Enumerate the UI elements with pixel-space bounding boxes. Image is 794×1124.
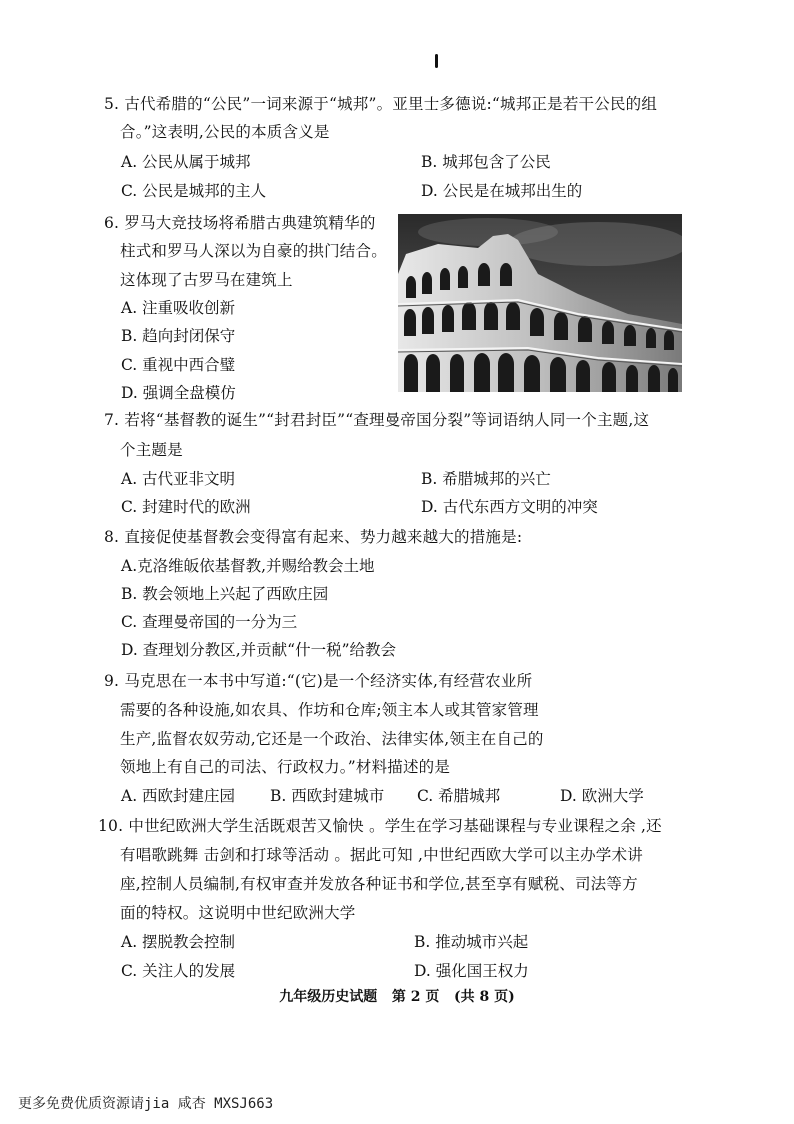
- q10-option-b: B. 推动城市兴起: [414, 933, 529, 951]
- q10-stem-line3: 座,控制人员编制,有权审查并发放各种证书和学位,甚至享有赋税、司法等方: [120, 875, 638, 893]
- q10-stem-line2: 有唱歌跳舞 击剑和打球等活动 。据此可知 ,中世纪西欧大学可以主办学术讲: [120, 846, 643, 864]
- q7-option-b: B. 希腊城邦的兴亡: [421, 470, 551, 488]
- q6-stem-line1: 6. 罗马大竞技场将希腊古典建筑精华的: [104, 214, 376, 232]
- q7-stem-line1: 7. 若将“基督教的诞生”“封君封臣”“查理曼帝国分裂”等词语纳人同一个主题,这: [104, 411, 650, 429]
- footer-total-pages: (共 8 页): [454, 989, 515, 1005]
- q5-stem-line1: 5. 古代希腊的“公民”一词来源于“城邦”。亚里士多德说:“城邦正是若干公民的组: [104, 95, 658, 113]
- q9-stem-line2: 需要的各种设施,如农具、作坊和仓库;领主本人或其管家管理: [120, 701, 539, 719]
- q6-option-b: B. 趋向封闭保守: [121, 327, 236, 345]
- q7-option-c: C. 封建时代的欧洲: [121, 498, 251, 516]
- q10-option-d: D. 强化国王权力: [414, 962, 529, 980]
- q8-option-b: B. 教会领地上兴起了西欧庄园: [121, 585, 329, 603]
- q8-option-a: A.克洛维皈依基督教,并赐给教会土地: [121, 557, 375, 575]
- colosseum-illustration: [398, 214, 682, 392]
- q6-stem-line2: 柱式和罗马人深以为自豪的拱门结合。: [120, 242, 387, 260]
- q10-stem-line1: 10. 中世纪欧洲大学生活既艰苦又愉快 。学生在学习基础课程与专业课程之余 ,还: [98, 817, 662, 835]
- q9-option-d: D. 欧洲大学: [560, 787, 644, 805]
- q8-option-c: C. 查理曼帝国的一分为三: [121, 613, 298, 631]
- q5-stem-line2: 合。”这表明,公民的本质含义是: [120, 123, 330, 141]
- q5-option-d: D. 公民是在城邦出生的: [421, 182, 583, 200]
- q6-option-a: A. 注重吸收创新: [121, 299, 236, 317]
- q7-option-d: D. 古代东西方文明的冲突: [421, 498, 598, 516]
- q9-stem-line4: 领地上有自己的司法、行政权力。”材料描述的是: [120, 758, 451, 776]
- page-footer: [0, 986, 794, 1006]
- q7-stem-line2: 个主题是: [120, 441, 183, 459]
- q6-stem-line3: 这体现了古罗马在建筑上: [120, 271, 293, 289]
- footer-page-number: 第 2 页: [391, 989, 440, 1005]
- colosseum-photo: [398, 214, 682, 392]
- q6-option-c: C. 重视中西合璧: [121, 356, 236, 374]
- scan-mark: [435, 54, 438, 68]
- q9-option-c: C. 希腊城邦: [417, 787, 501, 805]
- q5-option-c: C. 公民是城邦的主人: [121, 182, 267, 200]
- footer-subject: 九年级历史试题: [279, 989, 378, 1005]
- q9-option-b: B. 西欧封建城市: [270, 787, 385, 805]
- q9-option-a: A. 西欧封建庄园: [121, 787, 236, 805]
- q8-stem: 8. 直接促使基督教会变得富有起来、势力越来越大的措施是:: [104, 528, 523, 546]
- q10-option-c: C. 关注人的发展: [121, 962, 236, 980]
- q9-stem-line3: 生产,监督农奴劳动,它还是一个政治、法律实体,领主在自己的: [120, 730, 544, 748]
- q9-stem-line1: 9. 马克思在一本书中写道:“(它)是一个经济实体,有经营农业所: [104, 672, 533, 690]
- q10-option-a: A. 摆脱教会控制: [121, 933, 236, 951]
- q5-option-a: A. 公民从属于城邦: [121, 153, 251, 171]
- q5-option-b: B. 城邦包含了公民: [421, 153, 551, 171]
- q10-stem-line4: 面的特权。这说明中世纪欧洲大学: [120, 904, 356, 922]
- q7-option-a: A. 古代亚非文明: [121, 470, 236, 488]
- q6-option-d: D. 强调全盘模仿: [121, 384, 236, 402]
- watermark-text: 更多免费优质资源请jia 咸杏 MXSJ663: [18, 1096, 274, 1112]
- q8-option-d: D. 查理划分教区,并贡献“什一税”给教会: [121, 641, 397, 659]
